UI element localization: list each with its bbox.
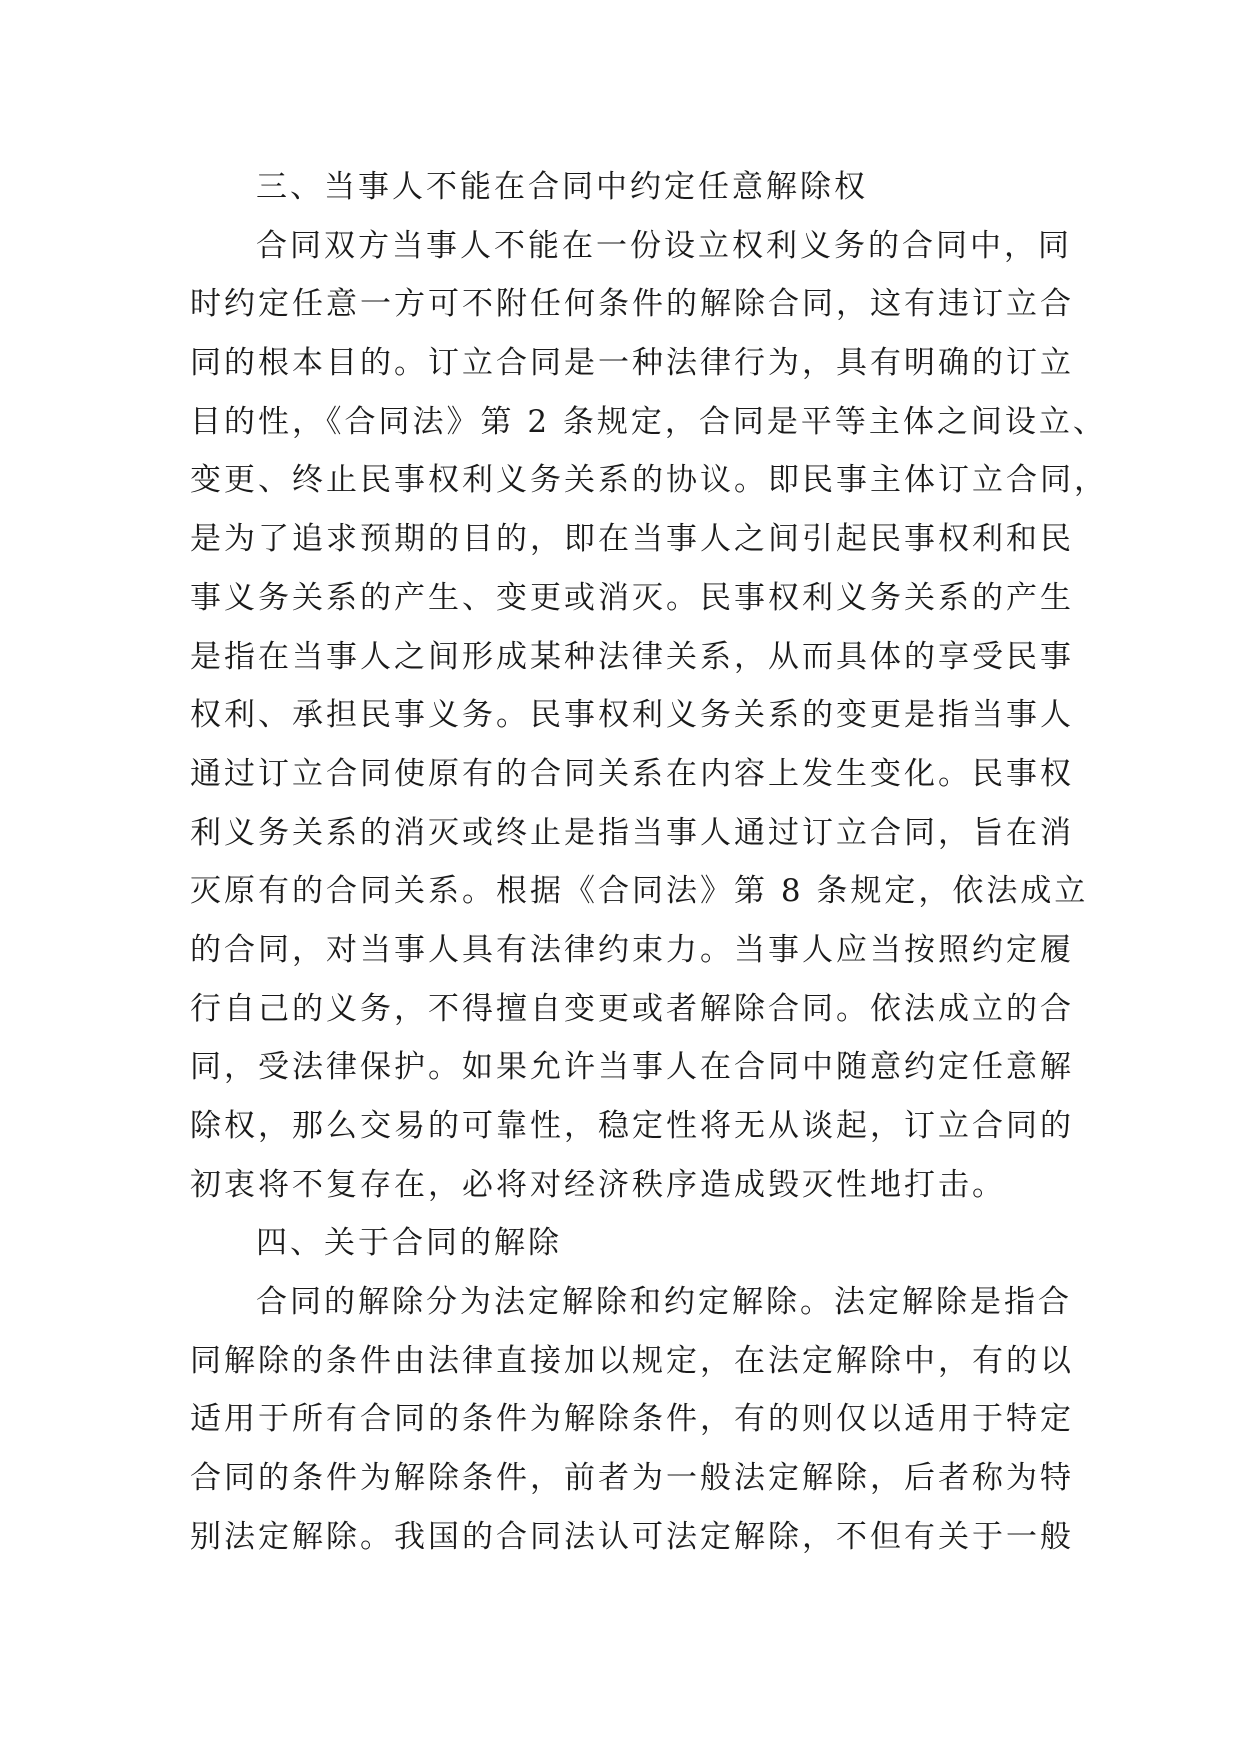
paragraph-line: 灭原有的合同关系。根据《合同法》第 8 条规定，依法成立 (190, 873, 1089, 910)
paragraph-line: 同，受法律保护。如果允许当事人在合同中随意约定任意解 (190, 1049, 1074, 1086)
paragraph-line: 权利、承担民事义务。民事权利义务关系的变更是指当事人 (190, 697, 1074, 734)
paragraph-line: 合同的条件为解除条件，前者为一般法定解除，后者称为特 (190, 1460, 1074, 1497)
paragraph-line: 通过订立合同使原有的合同关系在内容上发生变化。民事权 (190, 755, 1074, 792)
paragraph-line: 初衷将不复存在，必将对经济秩序造成毁灭性地打击。 (190, 1166, 1006, 1203)
section-heading-4: 四、关于合同的解除 (256, 1225, 562, 1262)
paragraph-line: 是为了追求预期的目的，即在当事人之间引起民事权利和民 (190, 521, 1074, 558)
paragraph-line: 行自己的义务，不得擅自变更或者解除合同。依法成立的合 (190, 990, 1074, 1027)
paragraph-line: 利义务关系的消灭或终止是指当事人通过订立合同，旨在消 (190, 814, 1074, 851)
document-body (190, 158, 1108, 1567)
paragraph-line: 变更、终止民事权利义务关系的协议。即民事主体订立合同， (190, 462, 1108, 499)
section-heading-3: 三、当事人不能在合同中约定任意解除权 (256, 169, 868, 205)
paragraph-line: 同的根本目的。订立合同是一种法律行为，具有明确的订立 (190, 345, 1074, 382)
paragraph-line: 同解除的条件由法律直接加以规定，在法定解除中，有的以 (190, 1342, 1074, 1379)
paragraph-line: 适用于所有合同的条件为解除条件，有的则仅以适用于特定 (190, 1401, 1074, 1438)
paragraph-line: 合同的解除分为法定解除和约定解除。法定解除是指合 (256, 1284, 1072, 1321)
paragraph-line: 合同双方当事人不能在一份设立权利义务的合同中，同 (256, 227, 1072, 264)
paragraph-line: 事义务关系的产生、变更或消灭。民事权利义务关系的产生 (190, 579, 1074, 616)
paragraph-line: 别法定解除。我国的合同法认可法定解除，不但有关于一般 (190, 1518, 1074, 1555)
paragraph-line: 除权，那么交易的可靠性，稳定性将无从谈起，订立合同的 (190, 1108, 1074, 1144)
paragraph-line: 是指在当事人之间形成某种法律关系，从而具体的享受民事 (190, 638, 1074, 675)
paragraph-line: 目的性，《合同法》第 2 条规定，合同是平等主体之间设立、 (190, 403, 1107, 440)
paragraph-line: 的合同，对当事人具有法律约束力。当事人应当按照约定履 (190, 931, 1074, 968)
paragraph-line: 时约定任意一方可不附任何条件的解除合同，这有违订立合 (190, 286, 1074, 323)
